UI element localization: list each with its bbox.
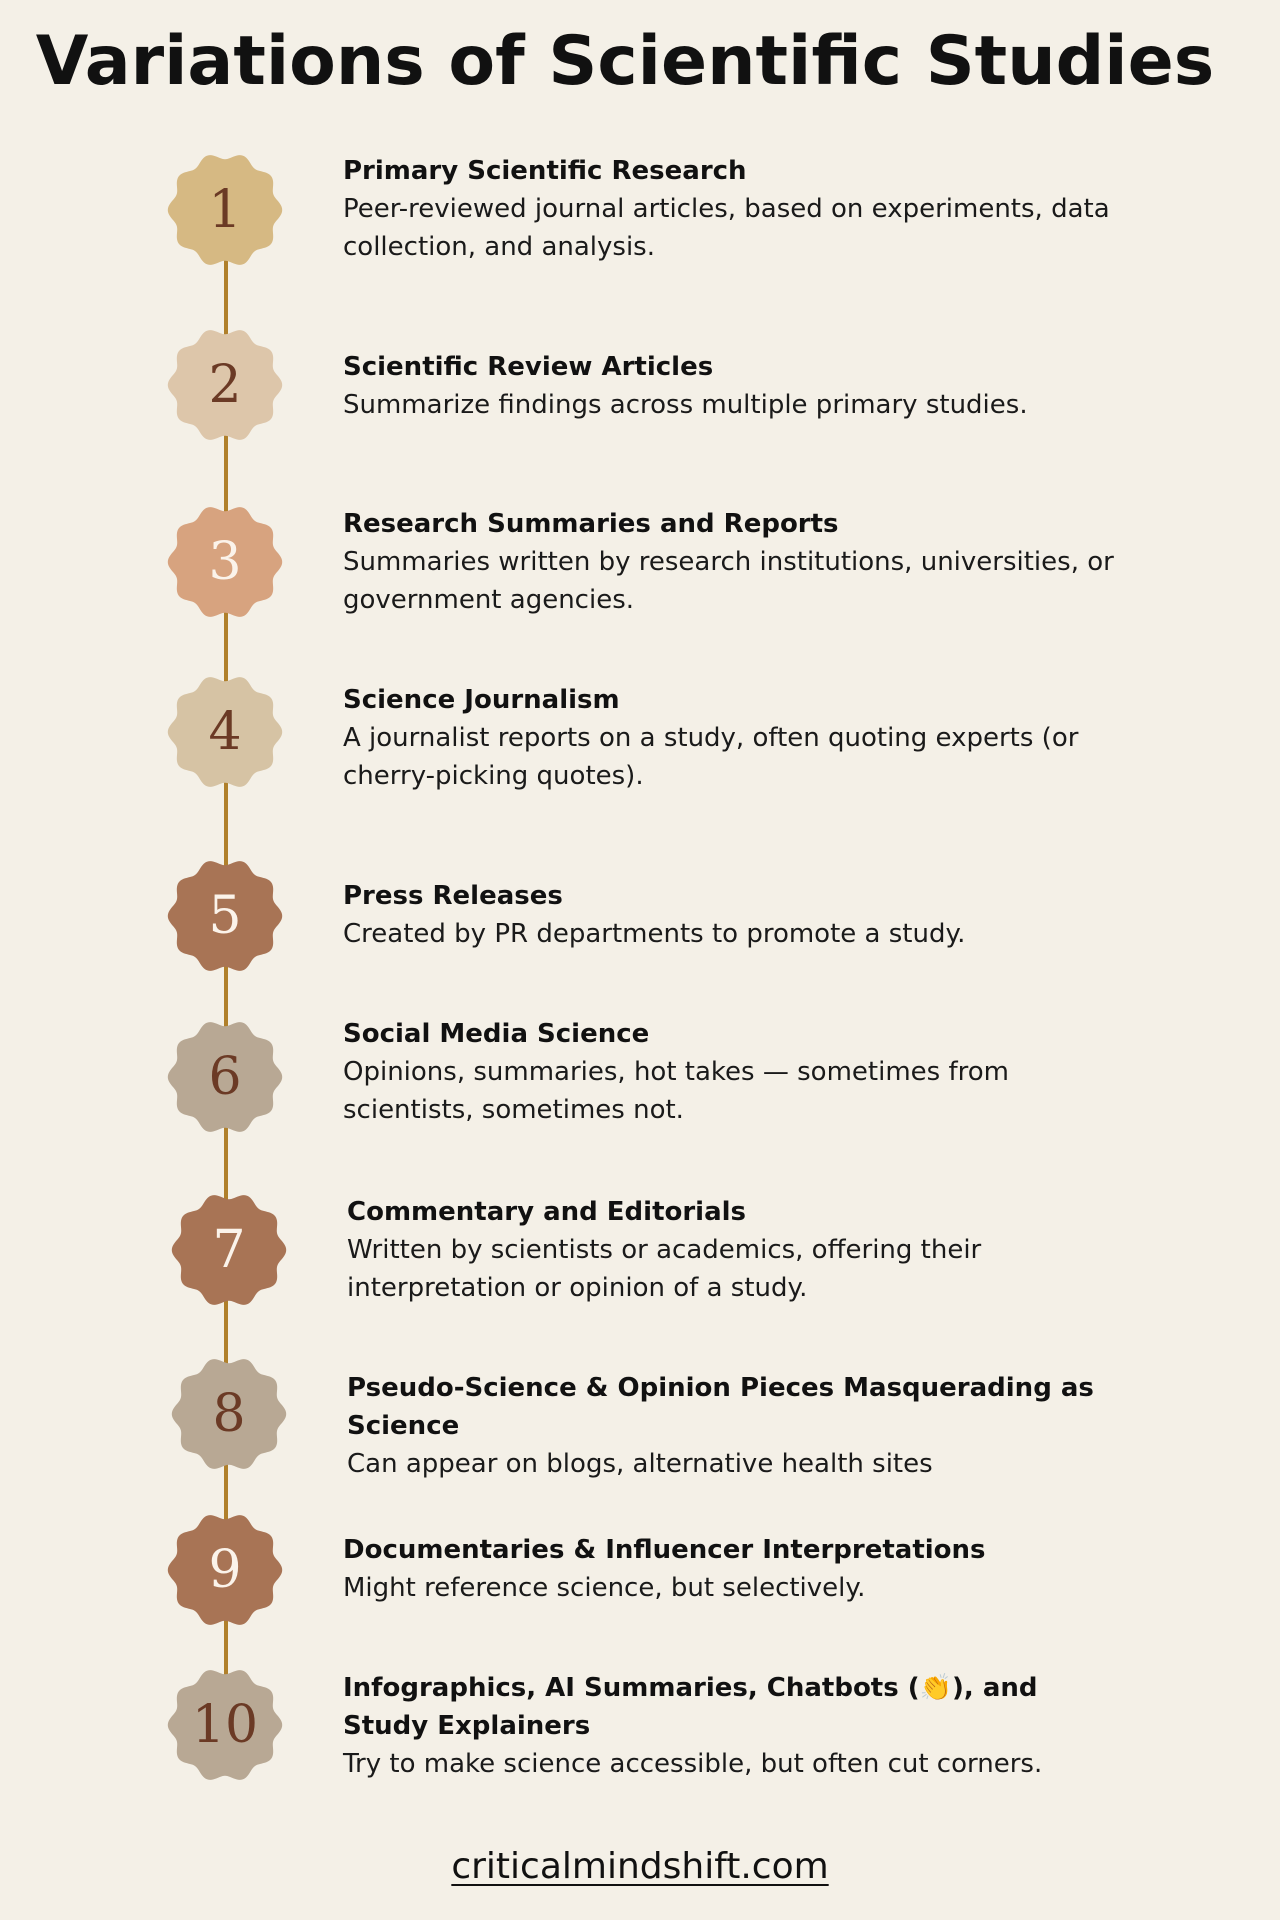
step-number: 6 — [208, 1047, 242, 1107]
step-badge-8 — [170, 1355, 288, 1473]
step-number: 4 — [208, 702, 242, 762]
step-badge-3 — [166, 503, 284, 621]
list-item — [343, 348, 1123, 424]
item-description: Try to make science accessible, but often cut corners. — [343, 1749, 1043, 1779]
item-description: Opinions, summaries, hot takes — sometimes from scientists, sometimes not. — [343, 1057, 1009, 1125]
step-badge-10 — [166, 1666, 284, 1784]
list-item — [343, 1015, 1123, 1129]
step-number: 7 — [212, 1220, 246, 1280]
step-number: 8 — [212, 1384, 246, 1444]
step-badge-1 — [166, 151, 284, 269]
step-badge-4 — [166, 673, 284, 791]
item-description: Created by PR departments to promote a study. — [343, 919, 966, 949]
step-number: 10 — [191, 1695, 259, 1755]
step-number: 5 — [208, 886, 242, 946]
item-heading: Primary Scientific Research — [343, 156, 747, 186]
list-item — [343, 505, 1123, 619]
item-description: A journalist reports on a study, often quoting experts (or cherry-picking quotes). — [343, 723, 1079, 791]
list-item — [343, 1531, 1123, 1607]
page-title: Variations of Scientific Studies — [35, 22, 1215, 101]
step-number: 3 — [208, 532, 242, 592]
step-number: 2 — [208, 355, 242, 415]
item-heading: Research Summaries and Reports — [343, 509, 839, 539]
website-link[interactable]: criticalmindshift.com — [451, 1846, 829, 1887]
item-heading: Science Journalism — [343, 685, 620, 715]
step-number: 1 — [208, 180, 242, 240]
item-heading: Documentaries & Influencer Interpretations — [343, 1535, 986, 1565]
item-heading: Infographics, AI Summaries, Chatbots (👏), and Study Explainers — [343, 1673, 1038, 1741]
item-heading: Commentary and Editorials — [347, 1197, 747, 1227]
step-number: 9 — [208, 1540, 242, 1600]
item-heading: Social Media Science — [343, 1019, 650, 1049]
item-heading: Pseudo-Science & Opinion Pieces Masquerading as Science — [347, 1373, 1094, 1441]
item-description: Written by scientists or academics, offering their interpretation or opinion of a study. — [347, 1235, 982, 1303]
item-description: Might reference science, but selectively. — [343, 1573, 866, 1603]
list-item — [343, 681, 1123, 795]
step-badge-9 — [166, 1511, 284, 1629]
item-description: Can appear on blogs, alternative health sites — [347, 1449, 933, 1479]
list-item — [347, 1193, 1127, 1307]
list-item — [343, 1669, 1123, 1783]
list-item — [347, 1369, 1127, 1483]
step-badge-5 — [166, 857, 284, 975]
item-heading: Press Releases — [343, 881, 563, 911]
item-heading: Scientific Review Articles — [343, 352, 714, 382]
step-badge-2 — [166, 326, 284, 444]
step-badge-6 — [166, 1018, 284, 1136]
list-item — [343, 877, 1123, 953]
item-description: Summaries written by research institutions, universities, or government agencies. — [343, 547, 1114, 615]
item-description: Summarize findings across multiple primary studies. — [343, 390, 1028, 420]
list-item — [343, 152, 1123, 266]
item-description: Peer-reviewed journal articles, based on experiments, data collection, and analysis. — [343, 194, 1110, 262]
step-badge-7 — [170, 1191, 288, 1309]
